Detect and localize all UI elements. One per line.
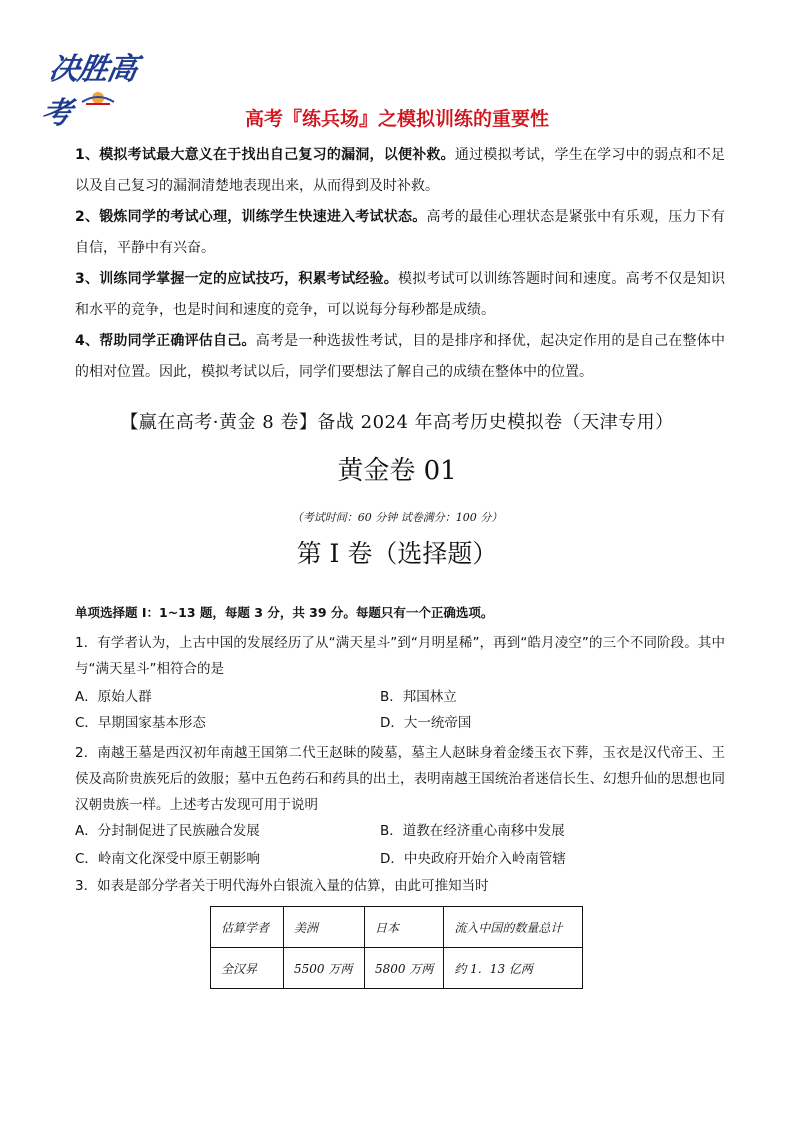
table-cell: 全汉昇 xyxy=(211,948,284,989)
question-2-stem: 2．南越王墓是西汉初年南越王国第二代王赵眛的陵墓，墓主人赵眛身着金缕玉衣下葬，玉衣是汉代帝王、王侯及高阶贵族死后的敛服；墓中五色药石和药具的出土，表明南越王国统治者迷信长生、幻想升仙的思想也同汉朝贵族一样。上述考古发现可用于说明 xyxy=(75,745,725,813)
point-2-text: 高考的最佳心理状态是紧张中有乐观，压力下有自信，平静中有兴奋。 xyxy=(75,209,725,256)
instruction: 单项选择题 I：1~13 题，每题 3 分，共 39 分。每题只有一个正确选项。 xyxy=(75,605,494,620)
question-1-options-row-2 xyxy=(75,710,725,736)
exam-banner: 【赢在高考·黄金 8 卷】备战 2024 年高考历史模拟卷（天津专用） xyxy=(120,412,674,433)
question-2-option-c: C．岭南文化深受中原王朝影响 xyxy=(75,851,260,867)
table-header-row xyxy=(211,907,583,948)
table-cell: 5800 万两 xyxy=(365,948,444,989)
table-cell: 约 1．13 亿两 xyxy=(444,948,583,989)
logo xyxy=(38,40,158,131)
table-header-cell: 美洲 xyxy=(284,907,365,948)
question-1-option-b: B．邦国林立 xyxy=(380,689,457,705)
point-4-bold: 4、帮助同学正确评估自己。 xyxy=(75,333,256,349)
point-3-bold: 3、训练同学掌握一定的应试技巧，积累考试经验。 xyxy=(75,271,398,287)
question-3-stem: 3．如表是部分学者关于明代海外白银流入量的估算，由此可推知当时 xyxy=(75,878,489,894)
silver-inflow-table xyxy=(210,906,583,989)
point-1-text: 通过模拟考试，学生在学习中的弱点和不足以及自己复习的漏洞清楚地表现出来，从而得到及时补救。 xyxy=(75,147,725,194)
question-2-option-b: B．道教在经济重心南移中发展 xyxy=(380,823,565,839)
question-2-options-row-2 xyxy=(75,846,725,872)
point-3-text: 模拟考试可以训练答题时间和速度。高考不仅是知识和水平的竞争，也是时间和速度的竞争，可以说每分每秒都是成绩。 xyxy=(75,271,725,318)
question-2-option-a: A．分封制促进了民族融合发展 xyxy=(75,823,260,839)
logo-text: 决胜高考 xyxy=(38,52,140,131)
table-row xyxy=(211,948,583,989)
table-header-cell: 流入中国的数量总计 xyxy=(444,907,583,948)
point-1 xyxy=(75,140,725,202)
point-2-bold: 2、锻炼同学的考试心理，训练学生快速进入考试状态。 xyxy=(75,209,427,225)
exam-title: 黄金卷 01 xyxy=(337,456,457,486)
table-header-cell: 估算学者 xyxy=(211,907,284,948)
table-header-cell: 日本 xyxy=(365,907,444,948)
question-1-option-a: A．原始人群 xyxy=(75,689,152,705)
point-4-text: 高考是一种选拔性考试，目的是排序和择优，起决定作用的是自己在整体中的相对位置。因此，模拟考试以后，同学们要想法了解自己的成绩在整体中的位置。 xyxy=(75,333,725,380)
question-2-options-row-1 xyxy=(75,818,725,844)
question-1-options-row-1 xyxy=(75,684,725,710)
question-1-option-d: D．大一统帝国 xyxy=(380,715,472,731)
section-title: 第 I 卷（选择题） xyxy=(296,539,498,568)
question-2-option-d: D．中央政府开始介入岭南管辖 xyxy=(380,851,566,867)
point-3 xyxy=(75,264,725,326)
point-4 xyxy=(75,326,725,388)
page-title: 高考『练兵场』之模拟训练的重要性 xyxy=(244,108,549,130)
point-1-bold: 1、模拟考试最大意义在于找出自己复习的漏洞，以便补救。 xyxy=(75,147,455,163)
question-1-stem: 1．有学者认为，上古中国的发展经历了从“满天星斗”到“月明星稀”，再到“皓月凌空”的三个不同阶段。其中与“满天星斗”相符合的是 xyxy=(75,635,725,677)
exam-time: （考试时间：60 分钟 试卷满分：100 分） xyxy=(291,511,503,524)
question-1-option-c: C．早期国家基本形态 xyxy=(75,715,206,731)
point-2 xyxy=(75,202,725,264)
table-cell: 5500 万两 xyxy=(284,948,365,989)
